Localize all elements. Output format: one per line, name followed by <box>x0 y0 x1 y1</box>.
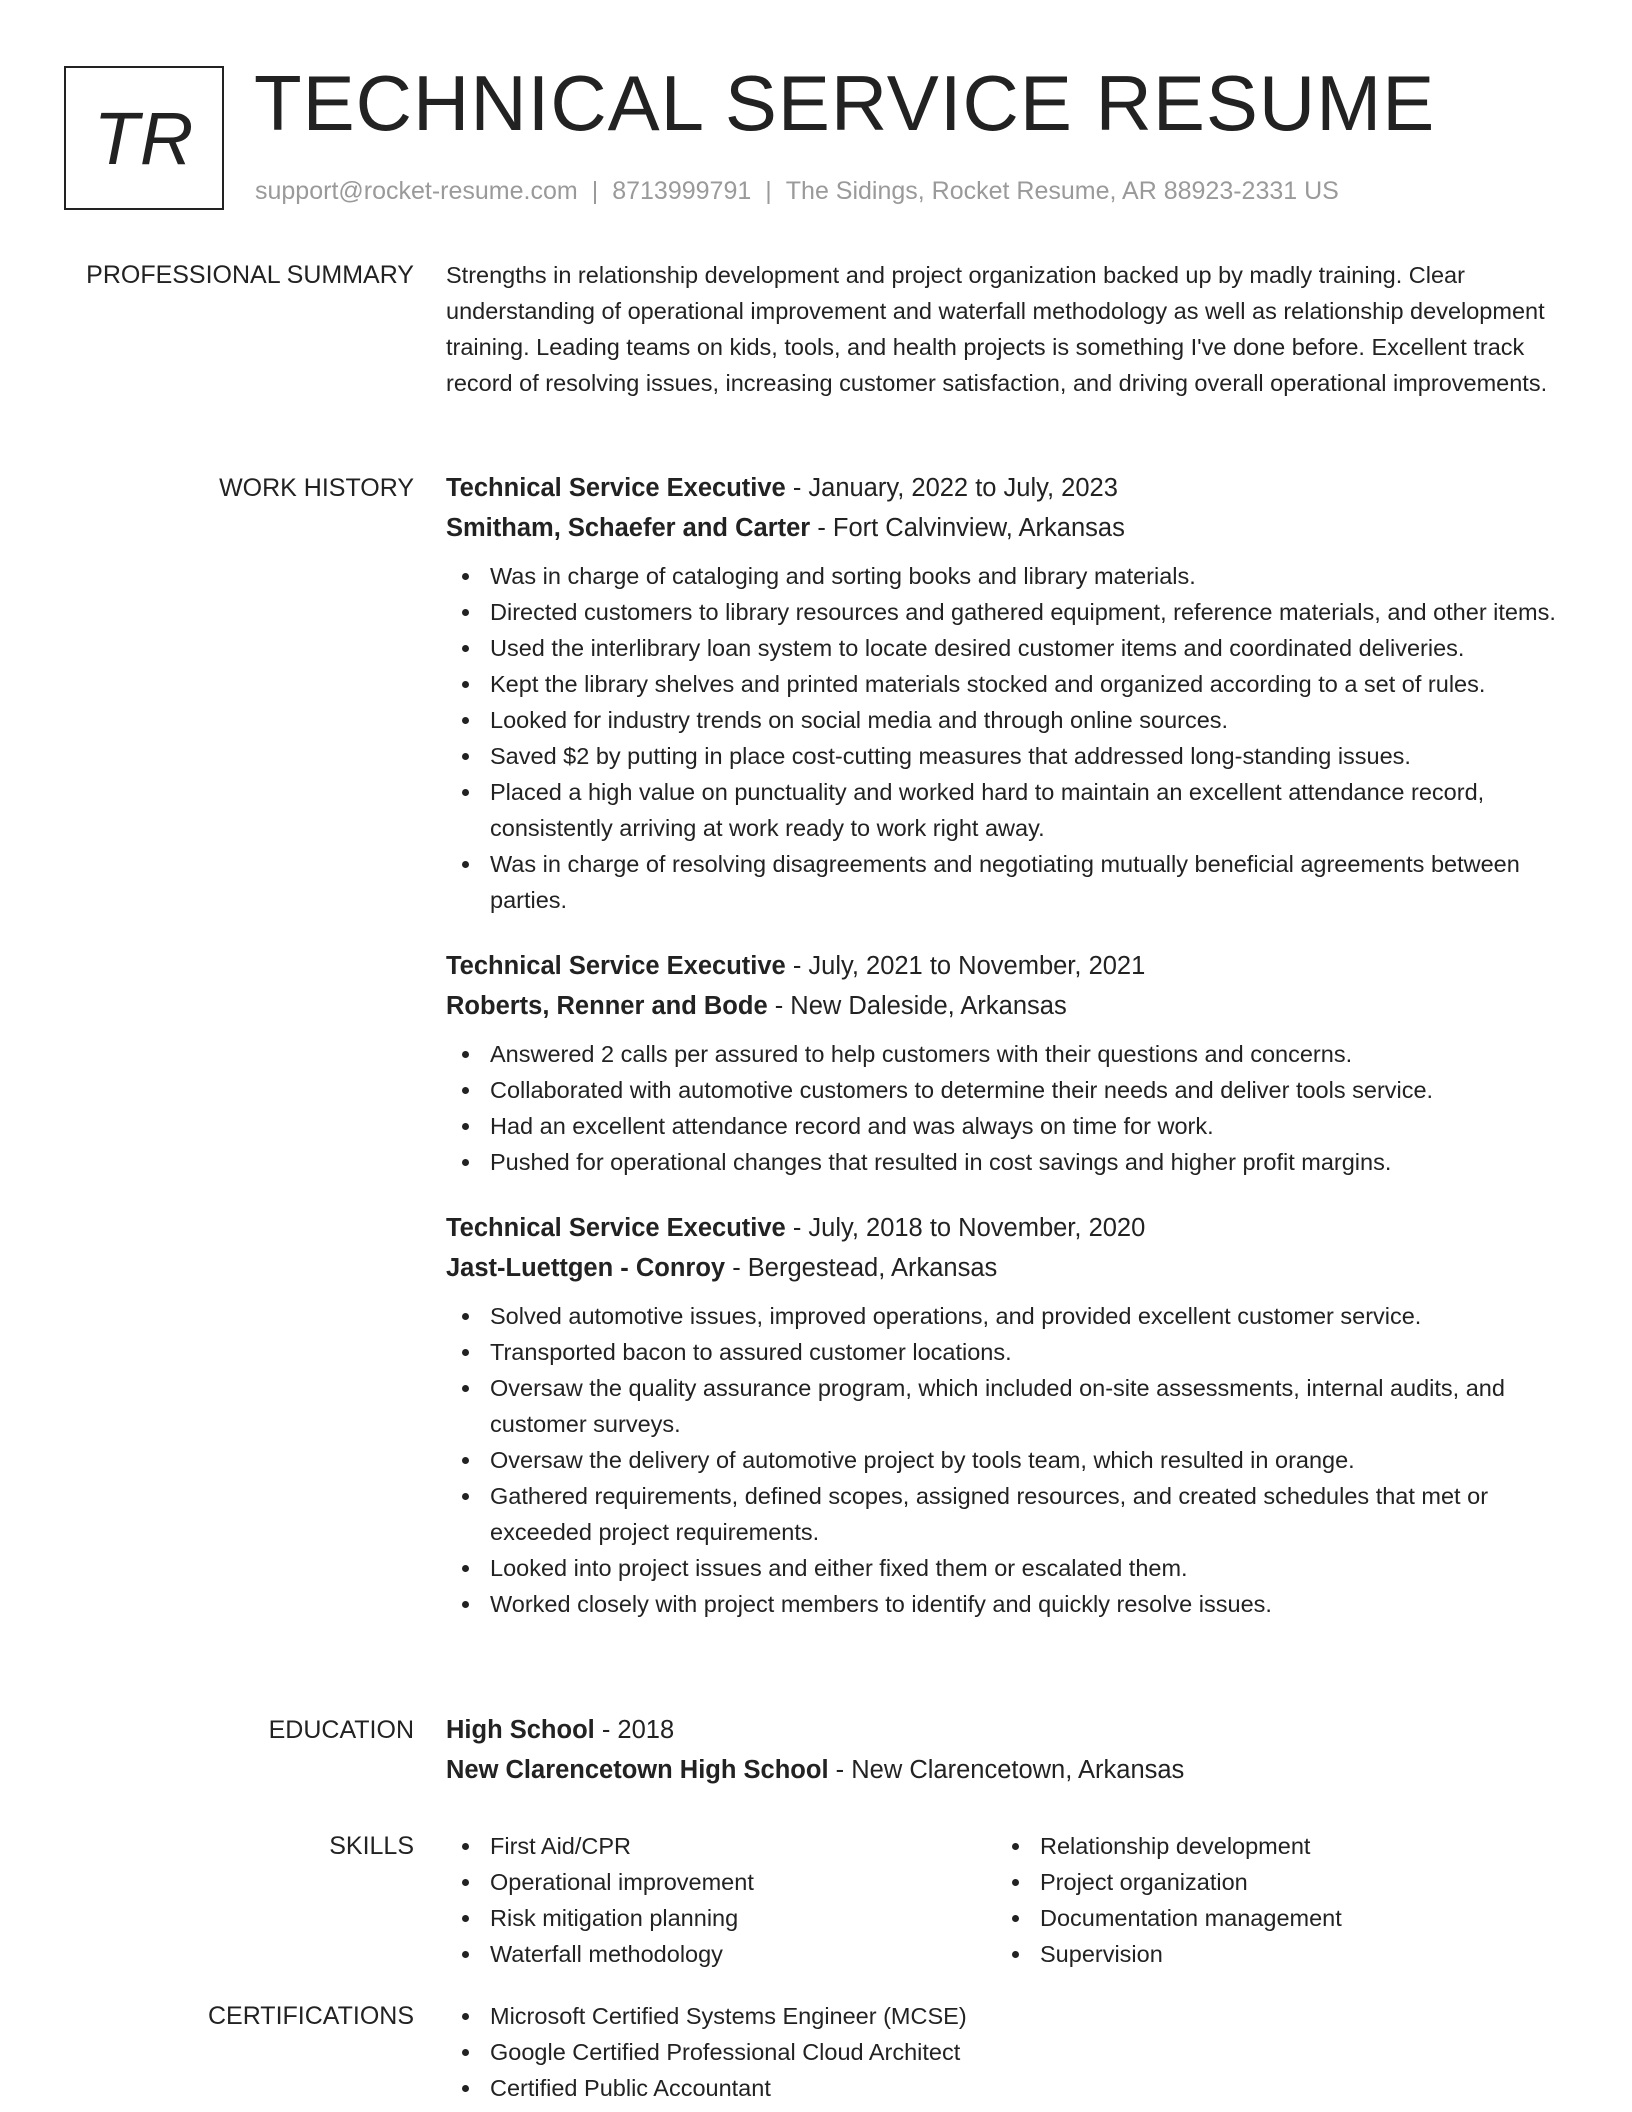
job-bullet: Was in charge of cataloging and sorting books and library materials. <box>446 558 1566 594</box>
section-label-certifications: CERTIFICATIONS <box>207 2002 414 2030</box>
job-bullet: Answered 2 calls per assured to help customers with their questions and concerns. <box>446 1036 1566 1072</box>
job-bullet: Saved $2 by putting in place cost-cutting measures that addressed long-standing issues. <box>446 738 1566 774</box>
summary-text: Strengths in relationship development and project organization backed up by madly training. Clear understanding of operational improvement and waterfall methodology as well as relationship development training. Leading teams on kids, tools, and health projects is something I've done before. Excellent track record of resolving issues, increasing customer satisfaction, and driving overall operational improvements. <box>446 262 1548 396</box>
contact-line <box>255 174 1339 208</box>
job-dates: - July, 2021 to November, 2021 <box>792 952 1146 980</box>
skill-item: Project organization <box>996 1864 1546 1900</box>
certification-item: Certified Public Accountant <box>446 2070 1566 2106</box>
section-label-education: EDUCATION <box>268 1716 414 1744</box>
skill-item: Risk mitigation planning <box>446 1900 996 1936</box>
job-title-line <box>446 468 1566 508</box>
job-bullet: Kept the library shelves and printed materials stocked and organized according to a set of rules. <box>446 666 1566 702</box>
job-location: - Bergestead, Arkansas <box>732 1254 998 1282</box>
skill-item: Operational improvement <box>446 1864 996 1900</box>
contact-phone[interactable]: 8713999791 <box>612 177 752 205</box>
certifications-body <box>446 1998 1566 2106</box>
job-location: - Fort Calvinview, Arkansas <box>817 514 1125 542</box>
job-entry <box>446 468 1566 918</box>
skills-list-left <box>446 1828 996 1972</box>
summary-body <box>446 257 1566 401</box>
work-history-body <box>446 468 1566 1622</box>
education-year: - 2018 <box>601 1716 675 1744</box>
skills-list-right <box>996 1828 1546 1972</box>
skill-item: Waterfall methodology <box>446 1936 996 1972</box>
job-bullet: Oversaw the quality assurance program, which included on-site assessments, internal audits, and customer surveys. <box>446 1370 1566 1442</box>
skills-body <box>446 1828 1566 1972</box>
job-bullet: Oversaw the delivery of automotive project by tools team, which resulted in orange. <box>446 1442 1566 1478</box>
education-school: New Clarencetown High School <box>446 1756 829 1784</box>
certifications-list <box>446 1998 1566 2106</box>
job-title: Technical Service Executive <box>446 474 786 502</box>
job-bullet: Transported bacon to assured customer locations. <box>446 1334 1566 1370</box>
job-bullet: Used the interlibrary loan system to locate desired customer items and coordinated deliveries. <box>446 630 1566 666</box>
skill-item: First Aid/CPR <box>446 1828 996 1864</box>
contact-separator: | <box>591 177 599 205</box>
section-label-skills: SKILLS <box>329 1832 414 1860</box>
job-title: Technical Service Executive <box>446 952 786 980</box>
education-degree: High School <box>446 1716 595 1744</box>
job-bullet: Looked into project issues and either fixed them or escalated them. <box>446 1550 1566 1586</box>
job-bullet: Gathered requirements, defined scopes, assigned resources, and created schedules that met or exceeded project requirements. <box>446 1478 1566 1550</box>
job-bullet: Collaborated with automotive customers to determine their needs and deliver tools service. <box>446 1072 1566 1108</box>
job-bullet: Solved automotive issues, improved operations, and provided excellent customer service. <box>446 1298 1566 1334</box>
monogram-initials: TR <box>93 96 195 180</box>
resume-title: TECHNICAL SERVICE RESUME <box>254 59 1436 147</box>
job-dates: - July, 2018 to November, 2020 <box>792 1214 1146 1242</box>
job-title-line <box>446 1208 1566 1248</box>
job-company-line <box>446 986 1566 1026</box>
job-location: - New Daleside, Arkansas <box>774 992 1067 1020</box>
job-bullet-list <box>446 558 1566 918</box>
job-bullet: Pushed for operational changes that resulted in cost savings and higher profit margins. <box>446 1144 1566 1180</box>
job-bullet: Had an excellent attendance record and was always on time for work. <box>446 1108 1566 1144</box>
education-location: - New Clarencetown, Arkansas <box>835 1756 1185 1784</box>
contact-address: The Sidings, Rocket Resume, AR 88923-2331 US <box>785 177 1339 205</box>
job-bullet: Was in charge of resolving disagreements and negotiating mutually beneficial agreements between parties. <box>446 846 1566 918</box>
job-bullet: Placed a high value on punctuality and worked hard to maintain an excellent attendance record, consistently arriving at work ready to work right away. <box>446 774 1566 846</box>
job-dates: - January, 2022 to July, 2023 <box>792 474 1118 502</box>
job-company: Jast-Luettgen - Conroy <box>446 1254 726 1282</box>
section-label-work-history: WORK HISTORY <box>219 474 414 502</box>
skill-item: Supervision <box>996 1936 1546 1972</box>
job-title-line <box>446 946 1566 986</box>
skill-item: Documentation management <box>996 1900 1546 1936</box>
job-bullet-list <box>446 1036 1566 1180</box>
certification-item: Google Certified Professional Cloud Architect <box>446 2034 1566 2070</box>
job-company: Smitham, Schaefer and Carter <box>446 514 811 542</box>
job-title: Technical Service Executive <box>446 1214 786 1242</box>
job-entry <box>446 946 1566 1180</box>
skill-item: Relationship development <box>996 1828 1546 1864</box>
education-body <box>446 1710 1566 1790</box>
job-company-line <box>446 508 1566 548</box>
job-bullet: Looked for industry trends on social media and through online sources. <box>446 702 1566 738</box>
job-bullet: Directed customers to library resources and gathered equipment, reference materials, and other items. <box>446 594 1566 630</box>
education-degree-line <box>446 1710 1566 1750</box>
contact-separator: | <box>765 177 772 205</box>
job-company: Roberts, Renner and Bode <box>446 992 768 1020</box>
job-bullet-list <box>446 1298 1566 1622</box>
job-company-line <box>446 1248 1566 1288</box>
education-school-line <box>446 1750 1566 1790</box>
job-entry <box>446 1208 1566 1622</box>
section-label-summary: PROFESSIONAL SUMMARY <box>86 261 414 289</box>
certification-item: Microsoft Certified Systems Engineer (MCSE) <box>446 1998 1566 2034</box>
contact-email[interactable]: support@rocket-resume.com <box>255 177 578 205</box>
job-bullet: Worked closely with project members to identify and quickly resolve issues. <box>446 1586 1566 1622</box>
monogram-box <box>64 66 224 210</box>
